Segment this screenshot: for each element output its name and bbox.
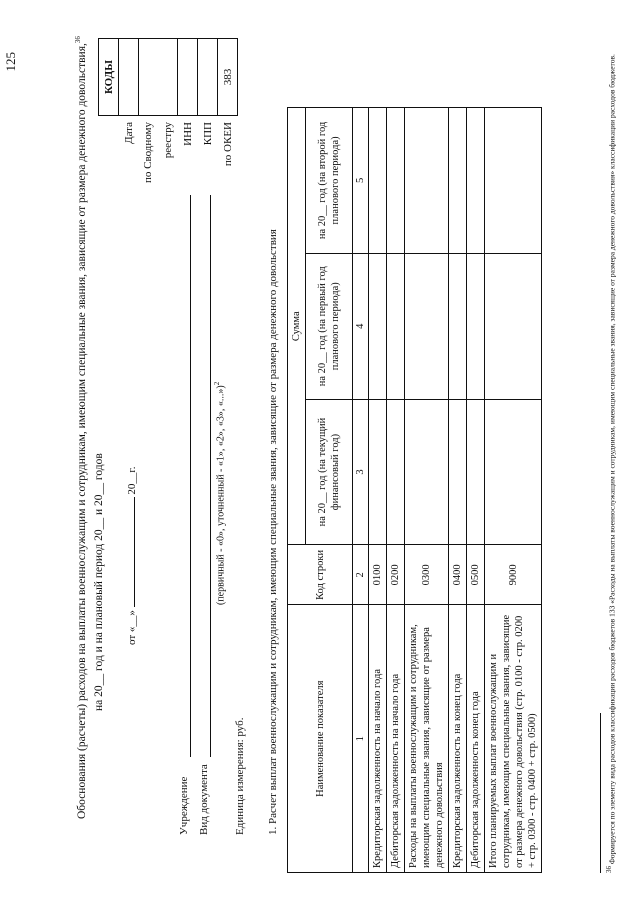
row-code: 0500 (467, 545, 485, 605)
row-cell-year-2[interactable] (485, 253, 542, 399)
doc-type-hint-mark: 2 (213, 381, 221, 386)
calculation-table (287, 107, 542, 873)
col-number-1: 1 (353, 605, 369, 873)
title-line-1: Обоснования (расчеты) расходов на выплаты военнослужащим и сотрудникам, имеющим специальные звания, зависящие от размера денежного довольствия, (75, 43, 88, 819)
date-blank[interactable] (124, 497, 135, 607)
doc-type-hint-text: (первичный - «0», уточненный - «1», «2», «3», «...») (215, 385, 227, 605)
header-row (288, 108, 306, 873)
footnote (604, 53, 618, 873)
table-row (485, 108, 542, 873)
codes-table (98, 38, 238, 187)
codes-label-registry-1: по Сводному (142, 121, 155, 183)
table-row (467, 108, 485, 873)
table-row (405, 108, 449, 873)
title-line-2: на 20__ год и на плановый период 20__ и 20__ годов (92, 453, 105, 711)
row-code: 9000 (485, 545, 542, 605)
page-number: 125 (3, 52, 18, 72)
header-year-3: на 20__ год (на второй год планового периода) (306, 108, 353, 254)
row-name: Итого планируемых выплат военнослужащим и сотрудникам, имеющим специальные звания, зависящие от размера денежного довольствия (стр. 0100 - стр. 0200 + стр. 0300 - стр. 0400 + стр. 0500) (485, 605, 542, 873)
row-cell-year-1[interactable] (449, 399, 467, 545)
header-year-2: на 20__ год (на первый год планового периода) (306, 253, 353, 399)
row-cell-year-1[interactable] (467, 399, 485, 545)
row-cell-year-3[interactable] (485, 108, 542, 254)
col-number-2: 2 (353, 545, 369, 605)
footnote-divider (600, 713, 601, 873)
row-cell-year-2[interactable] (405, 253, 449, 399)
header-code: Код строки (288, 545, 353, 605)
codes-value-date[interactable] (119, 38, 139, 115)
column-numbers-row (353, 108, 369, 873)
row-cell-year-3[interactable] (405, 108, 449, 254)
row-cell-year-3[interactable] (449, 108, 467, 254)
row-name: Кредиторская задолженность на конец года (449, 605, 467, 873)
row-cell-year-2[interactable] (387, 253, 405, 399)
codes-value-okei: 383 (218, 38, 238, 115)
codes-label-date: Дата (122, 121, 135, 144)
codes-value-kpp[interactable] (198, 38, 218, 115)
codes-value-registry[interactable] (139, 38, 159, 115)
codes-label-registry-2: реестру (161, 121, 174, 159)
row-name: Расходы на выплаты военнослужащим и сотрудникам, имеющим специальные звания, зависящие от размера денежного довольствия (405, 605, 449, 873)
section-title: 1. Расчет выплат военнослужащим и сотрудникам, имеющим специальные звания, зависящие от размера денежного довольствия (267, 229, 279, 835)
row-code: 0100 (369, 545, 387, 605)
row-cell-year-1[interactable] (485, 399, 542, 545)
row-cell-year-1[interactable] (387, 399, 405, 545)
doc-type-label: Вид документа (198, 764, 210, 835)
codes-value-registry-2[interactable] (158, 38, 178, 115)
doc-type-hint (213, 382, 226, 605)
header-name: Наименование показателя (288, 605, 353, 873)
codes-label-inn: ИНН (181, 121, 194, 146)
col-number-5: 5 (353, 108, 369, 254)
footnote-text: Формируется по элементу вида расходов классификации расходов бюджетов 133 «Расходы на выплаты военнослужащим и сотрудникам, имеющим специальные звания, зависящие от размера денежного довольствия» классификации расходов бюджетов. (607, 54, 617, 865)
row-cell-year-2[interactable] (467, 253, 485, 399)
col-number-3: 3 (353, 399, 369, 545)
table-row (449, 108, 467, 873)
institution-label: Учреждение (178, 776, 190, 835)
row-cell-year-3[interactable] (467, 108, 485, 254)
row-cell-year-3[interactable] (387, 108, 405, 254)
row-name: Кредиторская задолженность на начало года (369, 605, 387, 873)
footnote-mark: 36 (605, 866, 613, 873)
row-cell-year-3[interactable] (369, 108, 387, 254)
header-sum: Сумма (288, 108, 306, 545)
title-footnote-mark: 36 (74, 36, 82, 44)
row-name: Дебиторская задолженность конец года (467, 605, 485, 873)
codes-label-okei: по ОКЕИ (221, 121, 234, 167)
row-cell-year-1[interactable] (369, 399, 387, 545)
document-date (124, 467, 138, 645)
row-cell-year-1[interactable] (405, 399, 449, 545)
row-code: 0400 (449, 545, 467, 605)
codes-header: КОДЫ (99, 38, 119, 115)
row-cell-year-2[interactable] (449, 253, 467, 399)
table-row (387, 108, 405, 873)
header-year-1: на 20__ год (на текущий финансовый год) (306, 399, 353, 545)
table-row (369, 108, 387, 873)
codes-value-inn[interactable] (178, 38, 198, 115)
unit-of-measure: Единица измерения: руб. (234, 717, 246, 835)
date-suffix: 20__г. (126, 466, 138, 495)
date-prefix: от «__» (126, 610, 138, 645)
col-number-4: 4 (353, 253, 369, 399)
doc-type-field-line[interactable] (210, 195, 211, 757)
institution-field-line[interactable] (190, 195, 191, 757)
row-code: 0300 (405, 545, 449, 605)
row-code: 0200 (387, 545, 405, 605)
row-name: Дебиторская задолженность на начало года (387, 605, 405, 873)
row-cell-year-2[interactable] (369, 253, 387, 399)
codes-label-kpp: КПП (201, 121, 214, 146)
